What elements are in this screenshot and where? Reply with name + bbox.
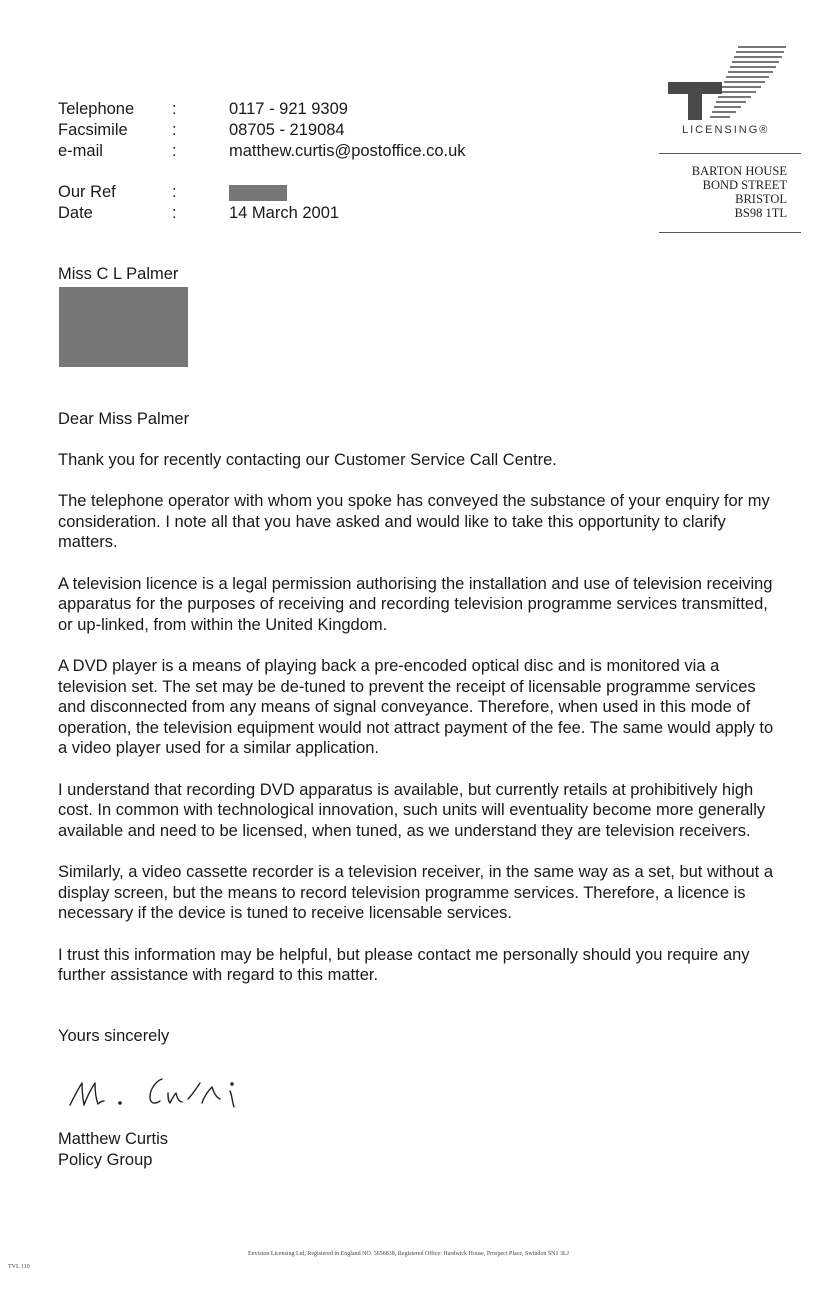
address-top-rule [659, 153, 801, 154]
email-label: e-mail [58, 142, 103, 160]
closing: Yours sincerely [58, 1027, 170, 1045]
paragraph: The telephone operator with whom you spoke has conveyed the substance of your enquiry for my consideration. I note all that you have asked and would like to take this opportunity to clarify matters. [58, 492, 770, 551]
address-line: BRISTOL [735, 192, 787, 206]
paragraph: Similarly, a video cassette recorder is a television receiver, in the same way as a set, but without a display screen, but the means to record television programme services. Therefore, a licence is necessary if the device is tuned to receive licensable services. [58, 863, 774, 922]
separator: : [172, 183, 177, 201]
licensing-wordmark [682, 124, 769, 136]
facsimile-value: 08705 - 219084 [229, 121, 345, 139]
date-label: Date [58, 204, 93, 222]
letter-body [58, 409, 778, 1007]
separator: : [172, 121, 177, 139]
paragraph: A DVD player is a means of playing back a pre-encoded optical disc and is monitored via a television set. The set may be de-tuned to prevent the receipt of licensable programme services and disconnected from any means of signal conveyance. Therefore, when used in this mode of operation, the television equipment would not attract payment of the fee. The same would apply to a video player used for a similar application. [58, 657, 774, 757]
facsimile-label: Facsimile [58, 121, 128, 139]
paragraph: I understand that recording DVD apparatus is available, but currently retails at prohibitively high cost. In common with technological innovation, such units will eventuality become more generally available and need to be licensed, when tuned, as we understand they are television receivers. [58, 780, 766, 840]
salutation: Dear Miss Palmer [58, 410, 190, 428]
email-value: matthew.curtis@postoffice.co.uk [229, 142, 466, 160]
form-code: TVL 110 [8, 1264, 30, 1270]
paragraph: Thank you for recently contacting our Customer Service Call Centre. [58, 450, 557, 469]
telephone-label: Telephone [58, 100, 135, 118]
address-line: BOND STREET [702, 178, 787, 192]
registration-footer: Envision Licensing Ltd, Registered in England NO. 3656838, Registered Office: Hardwick House, Prospect Place, Swindon SN1 3LJ [247, 1251, 569, 1257]
recipient-name: Miss C L Palmer [58, 265, 179, 283]
redacted-reference [229, 185, 287, 201]
separator: : [172, 142, 177, 160]
paragraph: A television licence is a legal permission authorising the installation and use of television receiving apparatus for the purposes of receiving and recording television programme services transmitted, or up-linked, from within the United Kingdom. [58, 574, 773, 634]
handwritten-signature [64, 1069, 284, 1117]
signatory-group: Policy Group [58, 1151, 153, 1169]
ref-label: Our Ref [58, 183, 116, 201]
date-value: 14 March 2001 [229, 204, 340, 222]
signatory-name: Matthew Curtis [58, 1130, 169, 1148]
address-bottom-rule [659, 232, 801, 233]
telephone-value: 0117 - 921 9309 [229, 100, 348, 118]
address-line: BARTON HOUSE [691, 164, 787, 178]
paragraph: I trust this information may be helpful, but please contact me personally should you require any further assistance with regard to this matter. [58, 945, 750, 984]
licensing-text: LICENSING [682, 124, 760, 136]
registered-mark: ® [759, 124, 770, 136]
separator: : [172, 100, 177, 118]
separator: : [172, 204, 177, 222]
redacted-recipient-address [59, 287, 188, 367]
address-line: BS98 1TL [734, 206, 787, 220]
sender-address [659, 164, 787, 220]
signatory-block [58, 1129, 168, 1171]
